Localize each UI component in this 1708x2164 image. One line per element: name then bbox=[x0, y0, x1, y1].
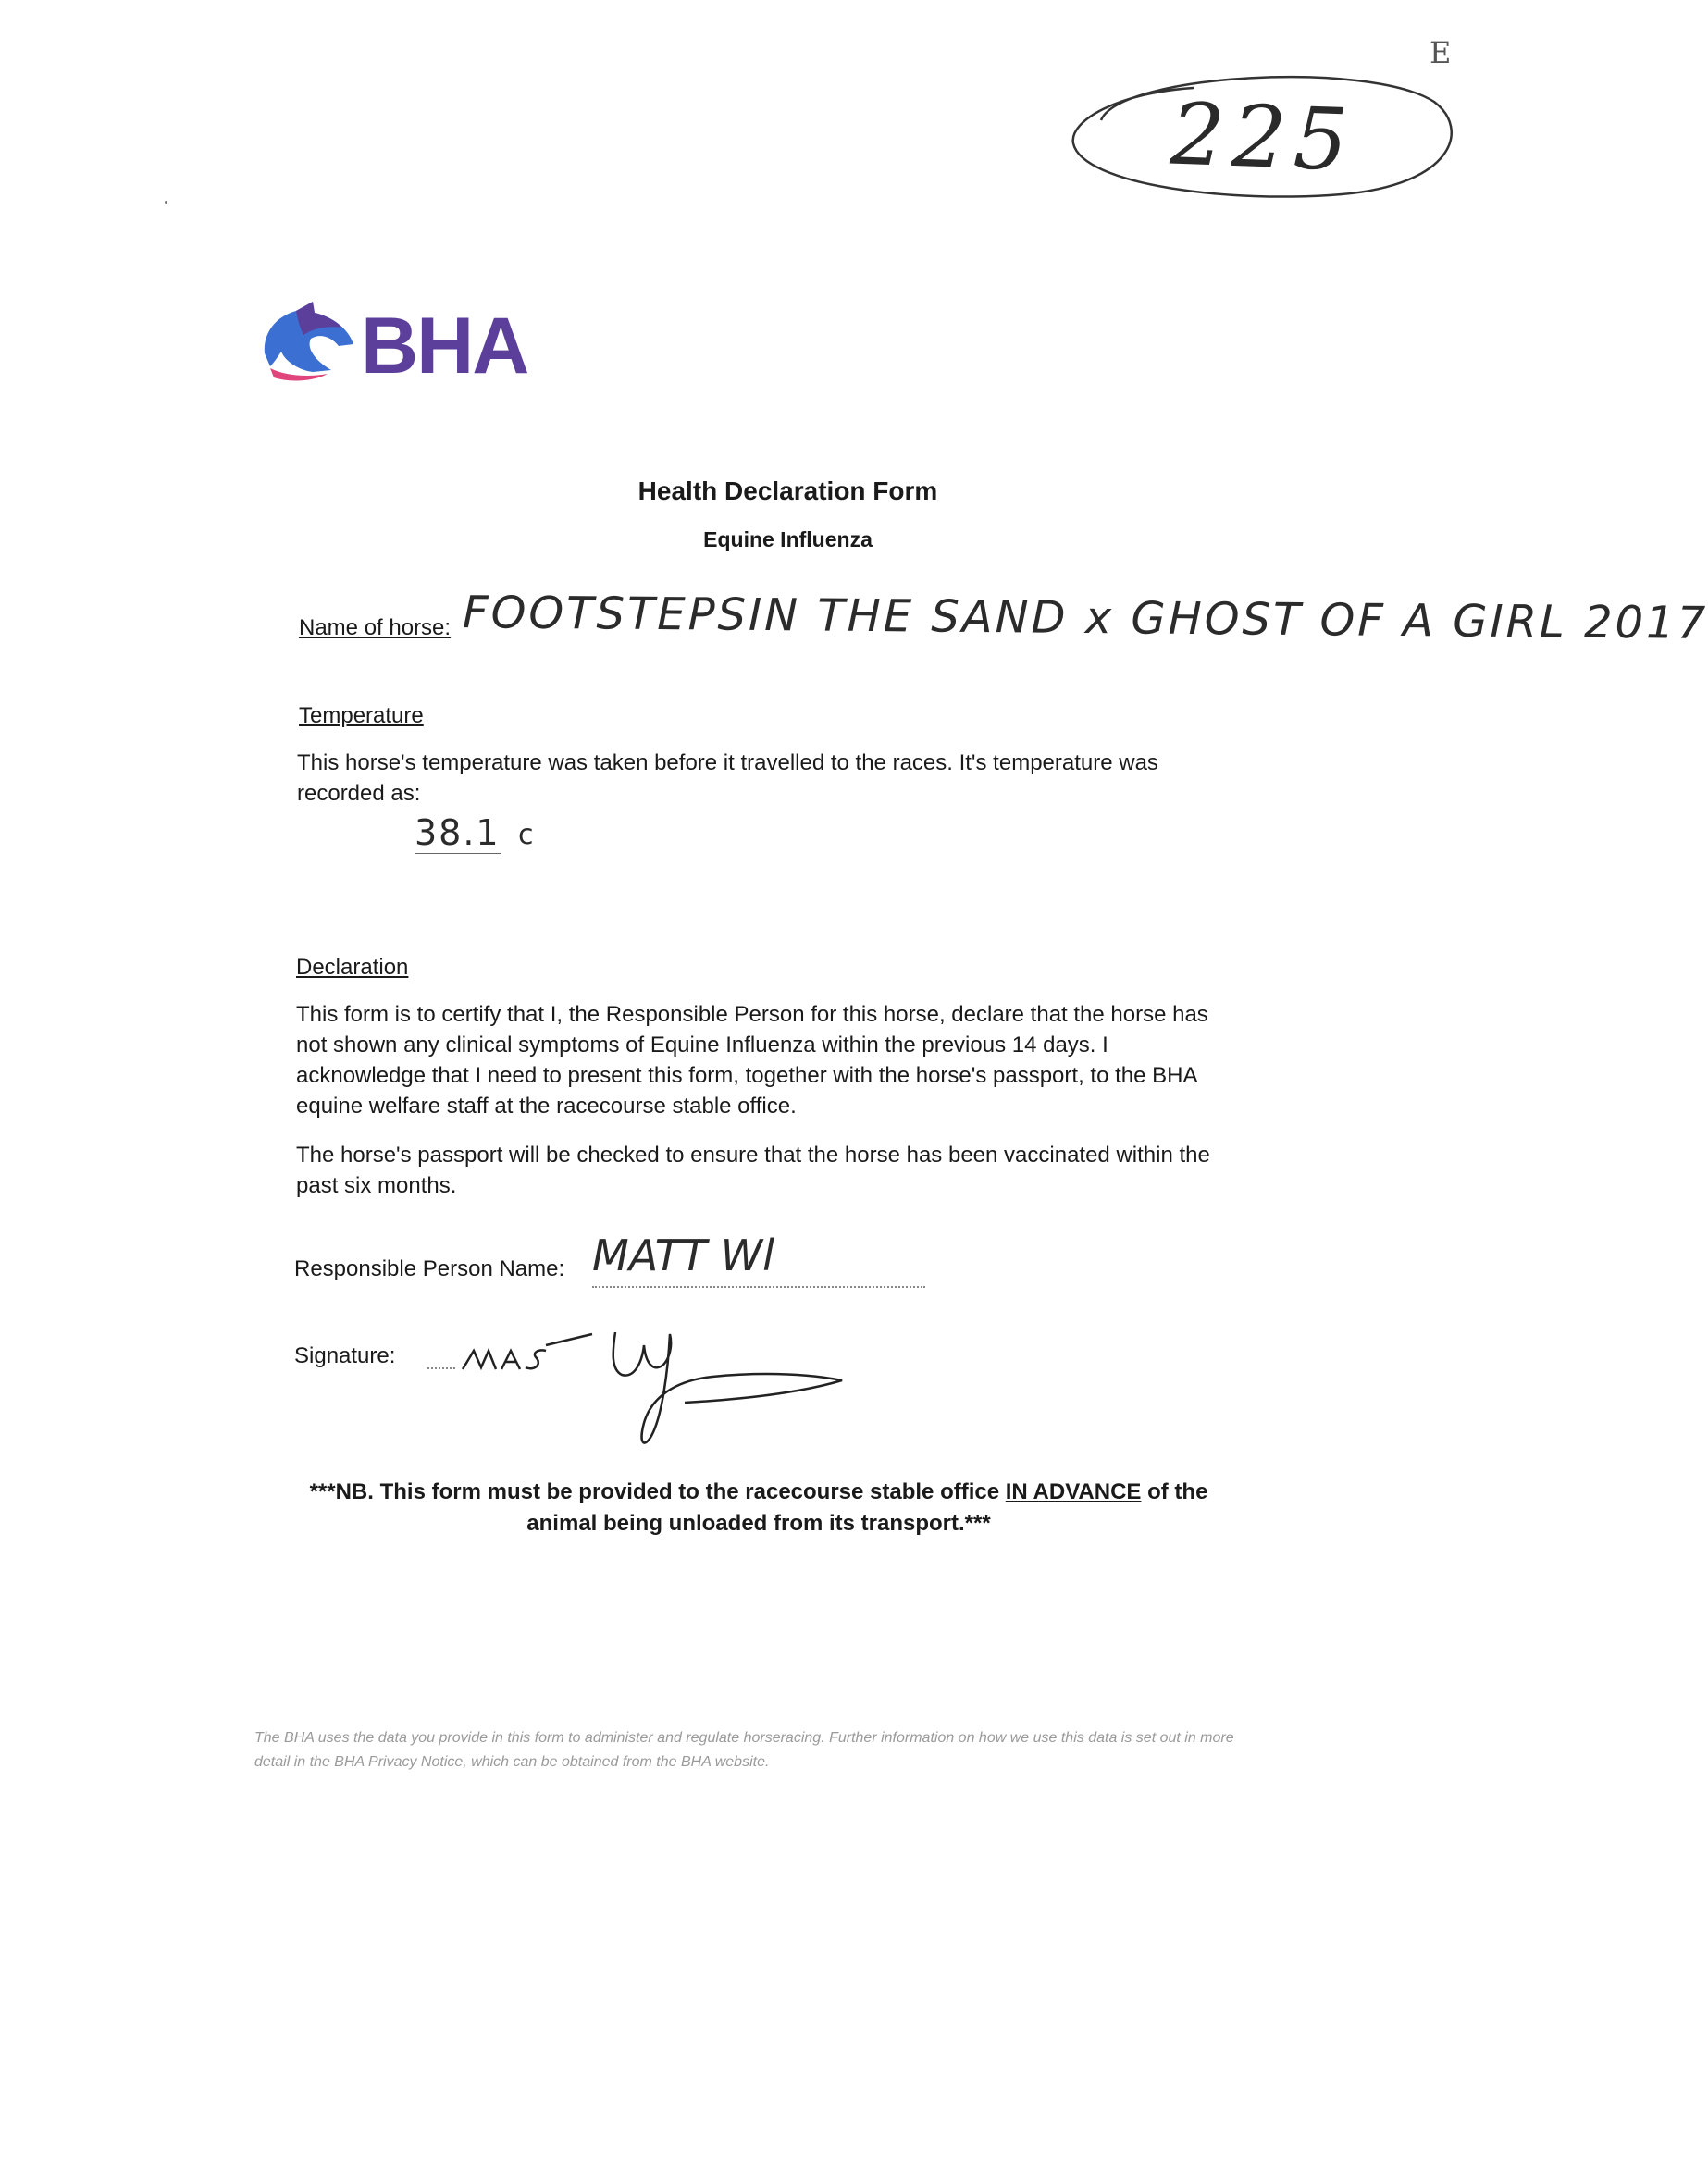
horse-name-value: FOOTSTEPSIN THE SAND x GHOST OF A GIRL 2017 bbox=[462, 587, 1708, 649]
temperature-value: 38.1 bbox=[415, 812, 501, 853]
responsible-person-label: Responsible Person Name: bbox=[294, 1256, 565, 1281]
bha-logo-text: BHA bbox=[361, 302, 528, 390]
horse-name-label: Name of horse: bbox=[299, 615, 452, 640]
form-subtitle: Equine Influenza bbox=[703, 527, 873, 551]
page-number: 225 bbox=[1169, 84, 1357, 191]
corner-mark: E bbox=[1430, 35, 1452, 70]
horse-head-icon bbox=[257, 296, 368, 389]
temperature-heading: Temperature bbox=[299, 703, 424, 728]
temperature-text: This horse's temperature was taken before it travelled to the races. It's temperature was recorded as: bbox=[297, 750, 1158, 806]
form-title: Health Declaration Form bbox=[637, 476, 938, 505]
declaration-heading: Declaration bbox=[296, 955, 409, 980]
nb-prefix: ***NB. This form must be provided to the racecourse stable office bbox=[309, 1479, 1006, 1504]
nb-notice bbox=[305, 1477, 1212, 1540]
responsible-person-value: MATT Wl bbox=[592, 1230, 774, 1280]
signature-label: Signature: bbox=[294, 1343, 396, 1368]
signature bbox=[453, 1314, 888, 1453]
declaration-paragraph-1: This form is to certify that I, the Responsible Person for this horse, declare that the horse has not shown any clinical symptoms of Equine Influenza within the previous 14 days. I acknowledge that I need to present this form, together with the horse's passport, to the BHA equine welfare staff at the racecourse stable office. bbox=[296, 1002, 1208, 1119]
privacy-notice: The BHA uses the data you provide in this form to administer and regulate horseracing. Further information on how we use this data is set out in more detail in the BHA Privacy Notice, which can be obtained from the BHA website. bbox=[254, 1730, 1234, 1770]
signature-scribble-icon bbox=[453, 1314, 888, 1453]
declaration-paragraph-2: The horse's passport will be checked to ensure that the horse has been vaccinated within the past six months. bbox=[296, 1143, 1210, 1198]
nb-emphasis: IN ADVANCE bbox=[1005, 1479, 1142, 1504]
temperature-unit: c bbox=[518, 819, 534, 851]
signature-line bbox=[427, 1367, 455, 1369]
nb-suffix: of the animal being unloaded from its transport.*** bbox=[526, 1479, 1208, 1536]
responsible-person-line bbox=[592, 1286, 925, 1288]
scan-speck bbox=[165, 201, 167, 204]
